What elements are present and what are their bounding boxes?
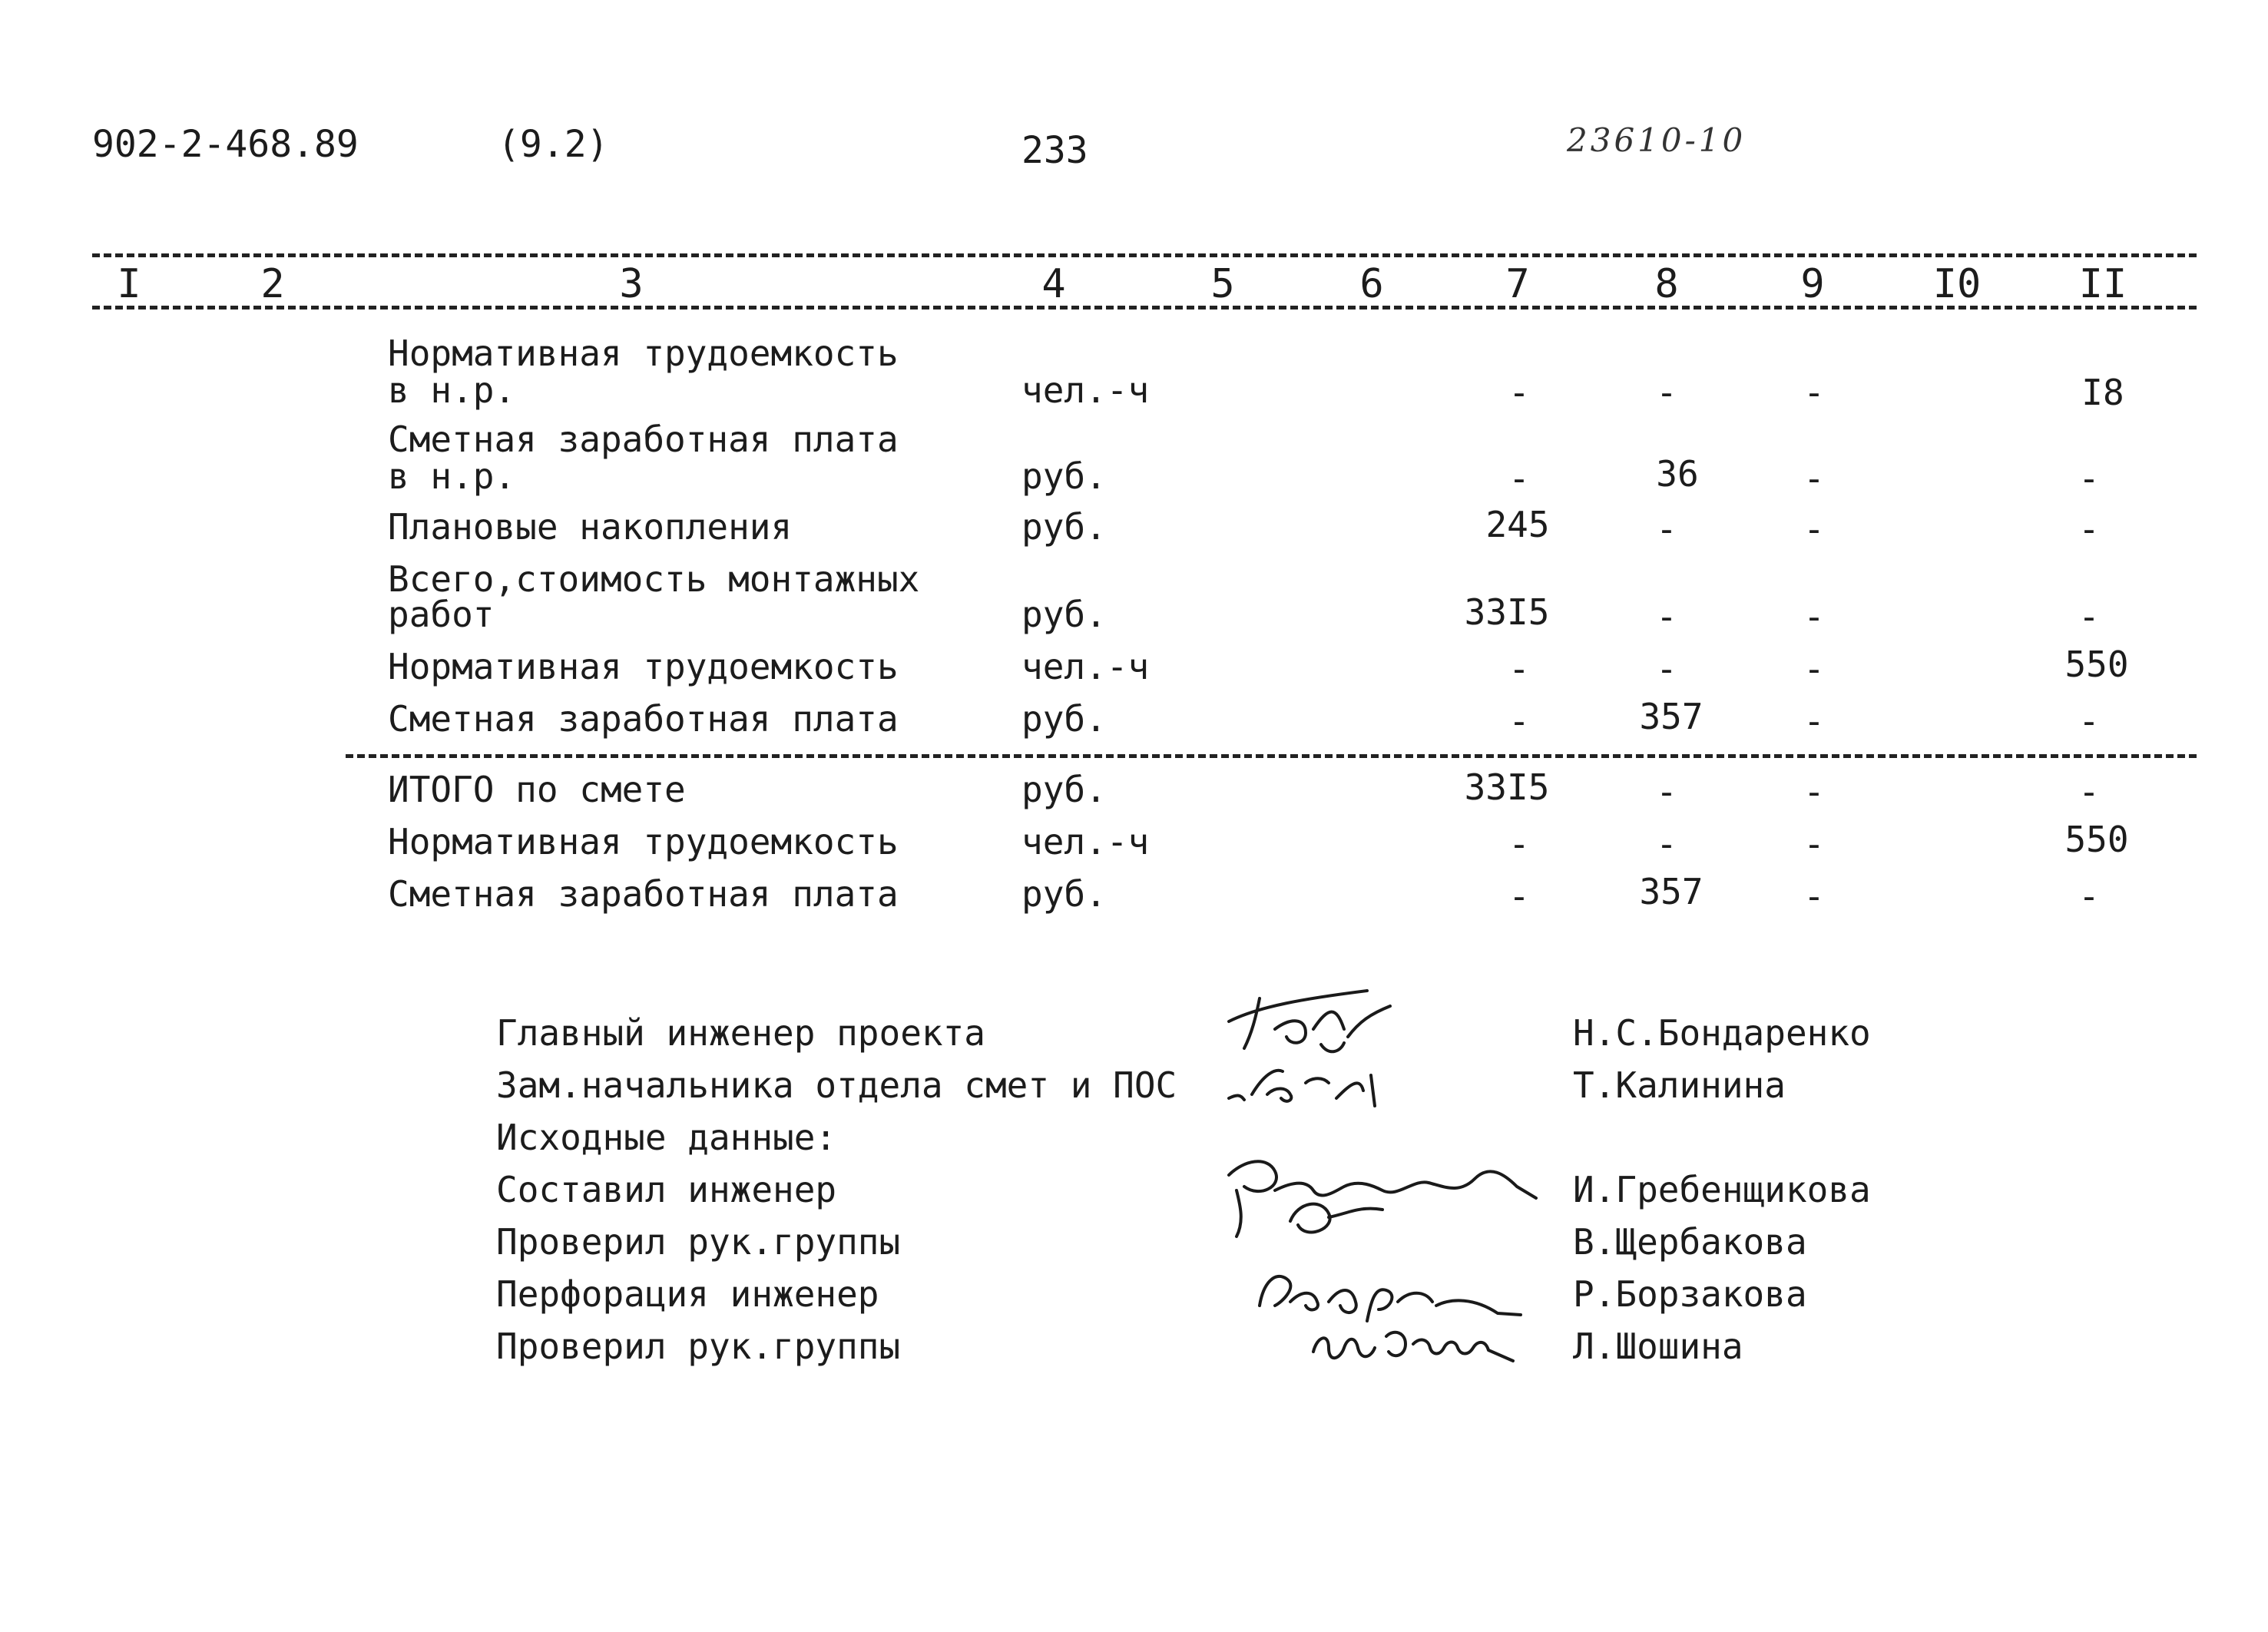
value-col8: 36 bbox=[1656, 453, 1699, 495]
row-label: Всего,стоимость монтажных bbox=[388, 558, 920, 600]
value-col7: - bbox=[1508, 823, 1530, 865]
column-number: 5 bbox=[1210, 261, 1235, 307]
value-col7: - bbox=[1508, 876, 1530, 917]
value-col9: - bbox=[1803, 458, 1825, 499]
row-label: в н.р. bbox=[388, 455, 516, 497]
handwritten-signature bbox=[1213, 1144, 1551, 1260]
signature-role: Проверил рук.группы bbox=[496, 1221, 901, 1263]
value-col11: - bbox=[2078, 700, 2100, 742]
value-col8: 357 bbox=[1639, 871, 1703, 912]
column-number: 4 bbox=[1041, 261, 1066, 307]
row-label: Нормативная трудоемкость bbox=[388, 646, 899, 687]
value-col11: - bbox=[2078, 508, 2100, 550]
section-number: (9.2) bbox=[498, 123, 609, 166]
column-number: I0 bbox=[1932, 261, 1982, 307]
inventory-number: 23610-10 bbox=[1567, 121, 1747, 159]
signature-name: Н.С.Бондаренко bbox=[1573, 1012, 1871, 1054]
value-col8: - bbox=[1656, 648, 1677, 690]
total-label: Нормативная трудоемкость bbox=[388, 821, 899, 862]
row-label: Плановые накопления bbox=[388, 506, 793, 548]
column-number: 7 bbox=[1505, 261, 1530, 307]
unit-cell: чел.-ч bbox=[1021, 821, 1150, 862]
value-col9: - bbox=[1803, 700, 1825, 742]
signature-role: Проверил рук.группы bbox=[496, 1326, 901, 1367]
row-label: работ bbox=[388, 594, 495, 635]
value-col11: 550 bbox=[2064, 819, 2129, 860]
value-col7: 33I5 bbox=[1464, 591, 1550, 633]
column-number: II bbox=[2078, 261, 2127, 307]
total-label: ИТОГО по смете bbox=[388, 769, 686, 810]
value-col11: 550 bbox=[2064, 644, 2129, 685]
value-col8: - bbox=[1656, 508, 1677, 550]
divider-line bbox=[92, 253, 2197, 257]
column-number: 6 bbox=[1359, 261, 1384, 307]
row-label: Сметная заработная плата bbox=[388, 698, 899, 740]
value-col11: - bbox=[2078, 596, 2100, 637]
column-number: 9 bbox=[1800, 261, 1825, 307]
value-col8: 357 bbox=[1639, 696, 1703, 737]
value-col8: - bbox=[1656, 771, 1677, 813]
unit-cell: руб. bbox=[1021, 698, 1107, 740]
value-col9: - bbox=[1803, 372, 1825, 413]
value-col9: - bbox=[1803, 771, 1825, 813]
page-number: 233 bbox=[1021, 129, 1088, 172]
unit-cell: чел.-ч bbox=[1021, 646, 1150, 687]
column-number: 8 bbox=[1654, 261, 1679, 307]
value-col8: - bbox=[1656, 372, 1677, 413]
signature-role: Исходные данные: bbox=[496, 1117, 837, 1158]
column-number: I bbox=[117, 261, 141, 307]
signature-name: В.Щербакова bbox=[1573, 1221, 1807, 1263]
unit-cell: руб. bbox=[1021, 455, 1107, 497]
handwritten-signature bbox=[1221, 1052, 1421, 1114]
row-label: в н.р. bbox=[388, 369, 516, 411]
value-col11: I8 bbox=[2081, 372, 2124, 413]
value-col9: - bbox=[1803, 876, 1825, 917]
signature-role: Зам.начальника отдела смет и ПОС bbox=[496, 1064, 1177, 1106]
signature-name: И.Гребенщикова bbox=[1573, 1169, 1871, 1210]
signature-name: Л.Шошина bbox=[1573, 1326, 1743, 1367]
unit-cell: руб. bbox=[1021, 506, 1107, 548]
row-label: Нормативная трудоемкость bbox=[388, 333, 899, 374]
unit-cell: чел.-ч bbox=[1021, 369, 1150, 411]
value-col7: - bbox=[1508, 700, 1530, 742]
value-col11: - bbox=[2078, 771, 2100, 813]
value-col9: - bbox=[1803, 648, 1825, 690]
value-col8: - bbox=[1656, 823, 1677, 865]
total-label: Сметная заработная плата bbox=[388, 873, 899, 915]
value-col11: - bbox=[2078, 876, 2100, 917]
document-code: 902-2-468.89 bbox=[92, 123, 359, 166]
signature-role: Главный инженер проекта bbox=[496, 1012, 985, 1054]
value-col7: - bbox=[1508, 372, 1530, 413]
value-col7: 245 bbox=[1485, 504, 1550, 545]
signature-name: Р.Борзакова bbox=[1573, 1273, 1807, 1315]
signature-role: Составил инженер bbox=[496, 1169, 837, 1210]
row-label: Сметная заработная плата bbox=[388, 419, 899, 460]
value-col7: - bbox=[1508, 458, 1530, 499]
handwritten-signature bbox=[1213, 975, 1413, 1060]
handwritten-signature bbox=[1298, 1313, 1559, 1375]
unit-cell: руб. bbox=[1021, 594, 1107, 635]
signature-name: Т.Калинина bbox=[1573, 1064, 1786, 1106]
value-col7: 33I5 bbox=[1464, 766, 1550, 808]
column-number: 3 bbox=[619, 261, 644, 307]
divider-line bbox=[92, 306, 2197, 310]
value-col9: - bbox=[1803, 508, 1825, 550]
value-col7: - bbox=[1508, 648, 1530, 690]
value-col9: - bbox=[1803, 596, 1825, 637]
divider-line bbox=[346, 754, 2197, 758]
signature-role: Перфорация инженер bbox=[496, 1273, 879, 1315]
value-col9: - bbox=[1803, 823, 1825, 865]
unit-cell: руб. bbox=[1021, 769, 1107, 810]
unit-cell: руб. bbox=[1021, 873, 1107, 915]
value-col11: - bbox=[2078, 458, 2100, 499]
column-number: 2 bbox=[260, 261, 285, 307]
value-col8: - bbox=[1656, 596, 1677, 637]
